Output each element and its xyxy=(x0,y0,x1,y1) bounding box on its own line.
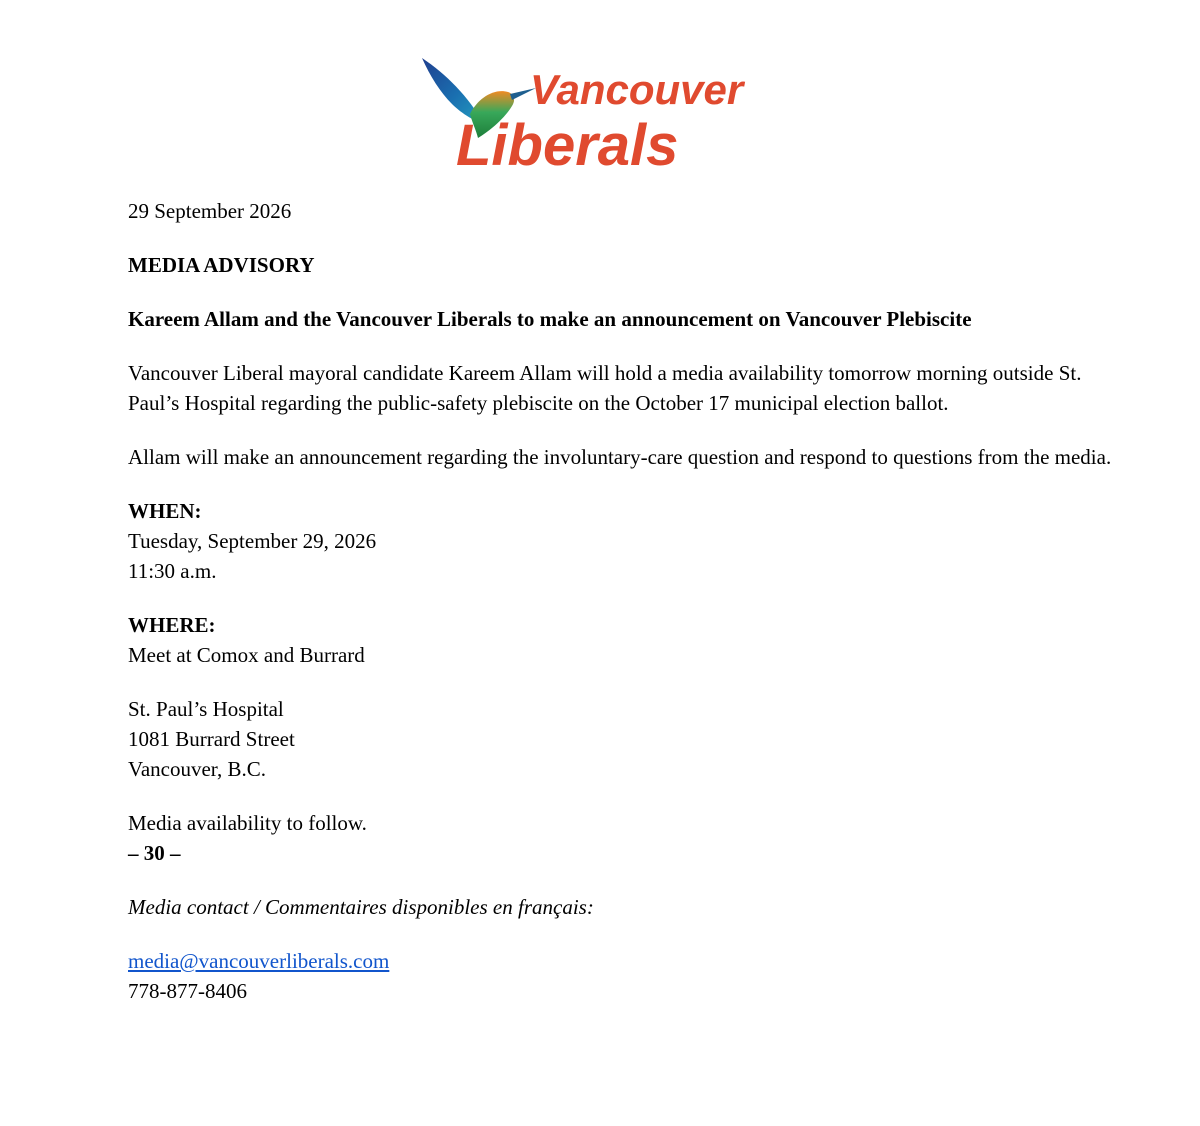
when-time: 11:30 a.m. xyxy=(128,559,217,583)
media-advisory-document xyxy=(128,196,1128,1006)
address-place: St. Paul’s Hospital xyxy=(128,697,284,721)
logo-text-vancouver: Vancouver xyxy=(530,66,744,113)
contact-email-link[interactable]: media@vancouverliberals.com xyxy=(128,949,390,973)
contact-email-line xyxy=(128,946,1128,976)
media-contact-label: Media contact / Commentaires disponibles en français: xyxy=(128,895,594,919)
contact-phone: 778-877-8406 xyxy=(128,979,247,1003)
logo-text-liberals: Liberals xyxy=(456,113,679,172)
when-date: Tuesday, September 29, 2026 xyxy=(128,529,377,553)
advisory-date: 29 September 2026 xyxy=(128,199,292,223)
when-section xyxy=(128,496,1128,586)
when-label: WHEN: xyxy=(128,499,202,523)
advisory-heading: MEDIA ADVISORY xyxy=(128,253,315,277)
body-paragraph-1: Vancouver Liberal mayoral candidate Kareem Allam will hold a media availability tomorrow morning outside St. Paul’s Hospital regarding the public-safety plebiscite on the October 17 municipal election ballot. xyxy=(128,361,1082,415)
end-mark: – 30 – xyxy=(128,841,181,865)
address-block xyxy=(128,694,1128,784)
where-label: WHERE: xyxy=(128,613,216,637)
where-meet-point: Meet at Comox and Burrard xyxy=(128,643,365,667)
address-city: Vancouver, B.C. xyxy=(128,757,266,781)
vancouver-liberals-logo xyxy=(418,52,798,172)
logo-wordmark xyxy=(418,52,798,172)
advisory-headline: Kareem Allam and the Vancouver Liberals to make an announcement on Vancouver Plebiscite xyxy=(128,307,972,331)
address-street: 1081 Burrard Street xyxy=(128,727,295,751)
where-section xyxy=(128,610,1128,670)
follow-note: Media availability to follow. xyxy=(128,811,367,835)
body-paragraph-2: Allam will make an announcement regarding the involuntary-care question and respond to questions from the media. xyxy=(128,445,1112,469)
